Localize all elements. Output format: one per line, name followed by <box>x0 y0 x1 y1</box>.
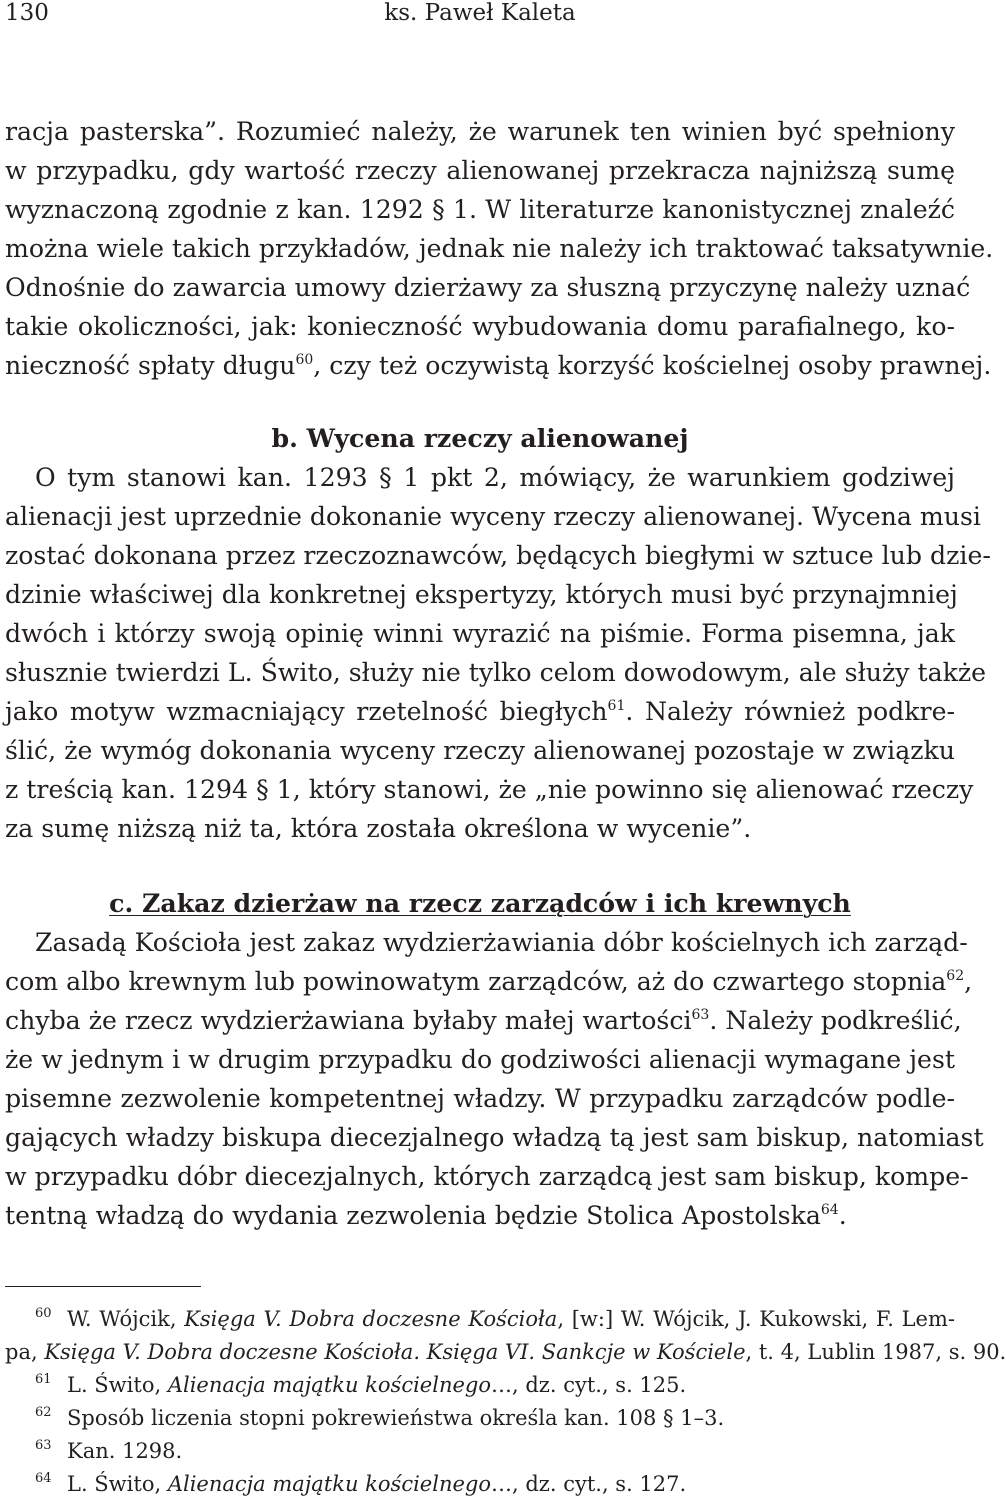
text-line: za sumę niższą niż ta, która została określona w wycenie”. <box>5 814 752 843</box>
paragraph-alienation-cause <box>5 112 994 385</box>
text-line <box>5 692 955 731</box>
text-run: Księga V. Dobra doczesne Kościoła <box>184 1307 558 1331</box>
text-run: …, dz. cyt., s. 125. <box>491 1373 687 1397</box>
section-heading-c: c. Zakaz dzierżaw na rzecz zarządców i ich krewnych <box>109 888 851 918</box>
footnote-62 <box>5 1402 955 1435</box>
footnote-ref-60: 60 <box>295 352 314 368</box>
text-run: …, dz. cyt., s. 127. <box>491 1472 687 1496</box>
text-line: alienacji jest uprzednie dokonanie wyceny rzeczy alienowanej. Wycena musi <box>5 502 981 531</box>
text-line: pisemne zezwolenie kompetentnej władzy. W przypadku zarządców podle- <box>5 1084 955 1113</box>
text-run: tentną władzą do wydania zezwolenia będzie Stolica Apostolska <box>5 1201 821 1230</box>
text-run: Księga V. Dobra doczesne Kościoła. Księga VI. Sankcje w Kościele <box>44 1340 746 1364</box>
footnote-number: 60 <box>35 1306 52 1321</box>
text-line: słusznie twierdzi L. Świto, służy nie tylko celom dowodowym, ale służy także <box>5 658 987 687</box>
text-line: Zasadą Kościoła jest zakaz wydzierżawiania dóbr kościelnych ich zarząd- <box>35 928 968 957</box>
text-line: takie okoliczności, jak: konieczność wybudowania domu parafialnego, ko- <box>5 312 955 341</box>
text-line: zostać dokonana przez rzeczoznawców, będących biegłymi w sztuce lub dzie- <box>5 541 991 570</box>
text-run: chyba że rzecz wydzierżawiana byłaby małej wartości <box>5 1006 692 1035</box>
text-run: W. Wójcik, <box>67 1307 185 1331</box>
footnote-ref-64: 64 <box>820 1202 839 1218</box>
footnote-ref-62: 62 <box>946 968 965 984</box>
page-number: 130 <box>5 0 49 26</box>
footnote-separator <box>5 1286 201 1287</box>
footnotes <box>5 1303 1006 1501</box>
running-header <box>5 0 955 32</box>
text-line: dwóch i którzy swoją opinię winni wyrazić na piśmie. Forma pisemna, jak <box>5 619 955 648</box>
text-run: Kan. 1298. <box>67 1439 183 1463</box>
text-line: Odnośnie do zawarcia umowy dzierżawy za słuszną przyczynę należy uznać <box>5 273 971 302</box>
text-run: . Należy podkreślić, <box>709 1006 962 1035</box>
text-line: gających władzy biskupa diecezjalnego władzą tą jest sam biskup, natomiast <box>5 1123 984 1152</box>
text-line: można wiele takich przykładów, jednak nie należy ich traktować taksatywnie. <box>5 234 994 263</box>
footnote-number: 62 <box>35 1405 52 1420</box>
section-heading-b: b. Wycena rzeczy alienowanej <box>271 423 689 453</box>
text-run: L. Świto, <box>67 1472 168 1496</box>
section-c <box>5 884 984 1235</box>
text-line <box>5 1196 955 1235</box>
text-line: z treścią kan. 1294 § 1, który stanowi, że „nie powinno się alienować rzeczy <box>5 775 974 804</box>
footnote-ref-63: 63 <box>691 1007 710 1023</box>
section-b <box>5 419 991 848</box>
text-line: ślić, że wymóg dokonania wyceny rzeczy alienowanej pozostaje w związku <box>5 736 955 765</box>
text-line: że w jednym i w drugim przypadku do godziwości alienacji wymagane jest <box>5 1045 955 1074</box>
footnote-60-cont <box>5 1336 1006 1369</box>
footnote-ref-61: 61 <box>607 698 626 714</box>
footnote-60 <box>5 1303 955 1336</box>
text-run: Sposób liczenia stopni pokrewieństwa określa kan. 108 § 1–3. <box>67 1406 725 1430</box>
text-run: , [w:] W. Wójcik, J. Kukowski, F. Lem- <box>557 1307 955 1331</box>
footnote-63 <box>5 1435 955 1468</box>
text-line <box>5 346 992 385</box>
text-run: nieczność spłaty długu <box>5 351 296 380</box>
text-run: L. Świto, <box>67 1373 168 1397</box>
text-line: wyznaczoną zgodnie z kan. 1292 § 1. W literaturze kanonistycznej znaleźć <box>5 195 955 224</box>
text-line <box>5 962 973 1001</box>
text-line <box>5 1001 962 1040</box>
text-run: jako motyw wzmacniający rzetelność biegłych <box>5 697 608 726</box>
text-run: . <box>838 1201 847 1230</box>
running-author: ks. Paweł Kaleta <box>384 0 576 26</box>
text-line: dzinie właściwej dla konkretnej ekspertyzy, których musi być przynajmniej <box>5 580 958 609</box>
text-run: Alienacja majątku kościelnego <box>167 1373 491 1397</box>
text-line: w przypadku, gdy wartość rzeczy alienowanej przekracza najniższą sumę <box>5 156 955 185</box>
text-line: O tym stanowi kan. 1293 § 1 pkt 2, mówiący, że warunkiem godziwej <box>35 463 955 492</box>
text-run: , <box>964 967 973 996</box>
footnote-64 <box>5 1468 955 1501</box>
text-run: , czy też oczywistą korzyść kościelnej osoby prawnej. <box>313 351 992 380</box>
text-run: Alienacja majątku kościelnego <box>167 1472 491 1496</box>
text-run: pa, <box>5 1340 45 1364</box>
footnote-number: 63 <box>35 1438 52 1453</box>
footnote-61 <box>5 1369 955 1402</box>
footnote-number: 61 <box>35 1372 52 1387</box>
text-run: com albo krewnym lub powinowatym zarządców, aż do czwartego stopnia <box>5 967 947 996</box>
footnote-number: 64 <box>35 1471 52 1486</box>
text-line: racja pasterska”. Rozumieć należy, że warunek ten winien być spełniony <box>5 117 955 146</box>
text-line: w przypadku dóbr diecezjalnych, których zarządcą jest sam biskup, kompe- <box>5 1162 969 1191</box>
text-run: . Należy również podkre- <box>625 697 956 726</box>
text-run: , t. 4, Lublin 1987, s. 90. <box>745 1340 1006 1364</box>
